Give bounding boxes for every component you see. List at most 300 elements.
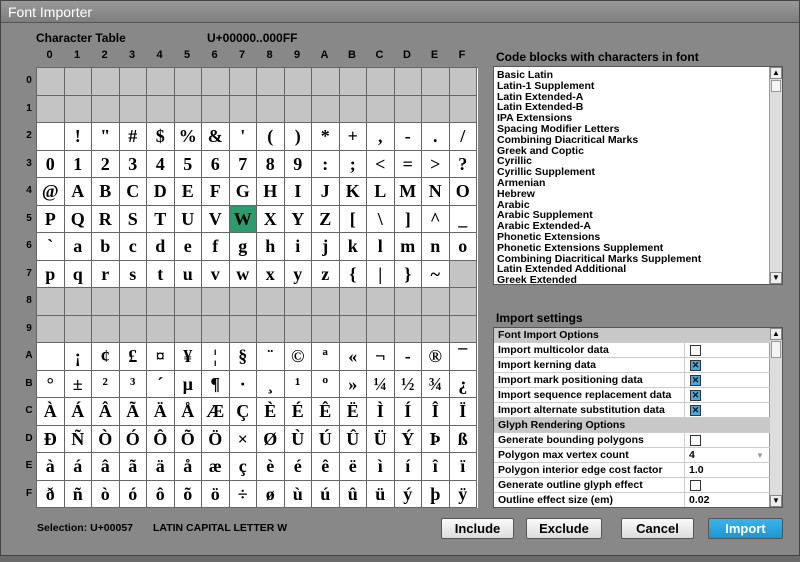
scroll-thumb[interactable] — [771, 80, 781, 92]
settings-row[interactable] — [494, 478, 770, 493]
character-cell[interactable] — [367, 96, 395, 124]
character-cell[interactable]: + — [340, 123, 368, 151]
character-cell[interactable] — [92, 68, 120, 96]
character-cell[interactable]: ½ — [395, 371, 423, 399]
character-cell[interactable]: g — [230, 233, 258, 261]
character-cell[interactable]: â — [92, 453, 120, 481]
character-cell[interactable] — [312, 96, 340, 124]
character-cell[interactable]: h — [257, 233, 285, 261]
character-cell[interactable]: à — [37, 453, 65, 481]
character-cell[interactable] — [285, 288, 313, 316]
character-cell[interactable] — [450, 316, 478, 344]
character-cell[interactable]: ¬ — [367, 343, 395, 371]
character-cell[interactable] — [37, 68, 65, 96]
character-cell[interactable]: ¦ — [202, 343, 230, 371]
character-cell[interactable]: Q — [65, 206, 93, 234]
settings-row[interactable] — [494, 373, 770, 388]
character-cell[interactable]: ! — [65, 123, 93, 151]
character-cell[interactable]: & — [202, 123, 230, 151]
character-cell[interactable]: ' — [230, 123, 258, 151]
character-cell[interactable]: ñ — [65, 481, 93, 509]
character-cell[interactable]: í — [395, 453, 423, 481]
character-cell[interactable] — [175, 68, 203, 96]
character-cell[interactable] — [120, 316, 148, 344]
settings-row[interactable] — [494, 493, 770, 508]
character-cell[interactable]: Â — [92, 398, 120, 426]
character-cell[interactable]: Ï — [450, 398, 478, 426]
character-cell[interactable]: ¼ — [367, 371, 395, 399]
code-block-item[interactable]: Latin Extended-B — [497, 101, 584, 114]
character-cell[interactable] — [395, 288, 423, 316]
character-cell[interactable]: £ — [120, 343, 148, 371]
character-cell[interactable] — [65, 316, 93, 344]
character-cell[interactable]: 9 — [285, 151, 313, 179]
character-cell[interactable]: × — [230, 426, 258, 454]
character-cell[interactable]: Ê — [312, 398, 340, 426]
character-cell[interactable]: Ü — [367, 426, 395, 454]
code-block-item[interactable]: Arabic Extended-A — [497, 220, 591, 233]
character-cell[interactable]: É — [285, 398, 313, 426]
character-cell[interactable]: { — [340, 261, 368, 289]
code-block-item[interactable]: Cyrillic — [497, 155, 533, 168]
character-cell[interactable] — [230, 316, 258, 344]
code-blocks-list[interactable] — [493, 66, 783, 285]
character-cell[interactable] — [230, 68, 258, 96]
character-cell[interactable]: | — [367, 261, 395, 289]
character-cell[interactable]: 6 — [202, 151, 230, 179]
character-cell[interactable]: þ — [422, 481, 450, 509]
character-cell[interactable]: X — [257, 206, 285, 234]
character-cell[interactable]: è — [257, 453, 285, 481]
character-cell[interactable]: < — [367, 151, 395, 179]
character-cell[interactable]: k — [340, 233, 368, 261]
character-cell[interactable]: ³ — [120, 371, 148, 399]
character-cell[interactable]: - — [395, 343, 423, 371]
character-cell[interactable]: ~ — [422, 261, 450, 289]
character-cell[interactable]: # — [120, 123, 148, 151]
character-cell[interactable]: J — [312, 178, 340, 206]
settings-scrollbar[interactable] — [769, 328, 782, 507]
chevron-down-icon[interactable]: ▼ — [756, 451, 764, 460]
character-cell[interactable]: C — [120, 178, 148, 206]
character-cell[interactable]: å — [175, 453, 203, 481]
character-cell[interactable]: é — [285, 453, 313, 481]
character-cell[interactable] — [120, 288, 148, 316]
character-cell[interactable]: y — [285, 261, 313, 289]
character-cell[interactable]: F — [202, 178, 230, 206]
settings-row[interactable] — [494, 463, 770, 478]
character-cell[interactable]: ^ — [422, 206, 450, 234]
character-cell[interactable] — [422, 96, 450, 124]
character-cell[interactable]: a — [65, 233, 93, 261]
character-cell[interactable] — [37, 288, 65, 316]
character-cell[interactable] — [285, 316, 313, 344]
character-cell[interactable]: N — [422, 178, 450, 206]
character-cell[interactable]: " — [92, 123, 120, 151]
character-cell[interactable]: á — [65, 453, 93, 481]
character-cell[interactable] — [422, 288, 450, 316]
character-cell[interactable]: G — [230, 178, 258, 206]
character-cell[interactable]: R — [92, 206, 120, 234]
character-cell[interactable] — [120, 96, 148, 124]
character-cell[interactable]: j — [312, 233, 340, 261]
character-cell[interactable] — [175, 96, 203, 124]
character-cell[interactable]: Û — [340, 426, 368, 454]
character-cell[interactable]: V — [202, 206, 230, 234]
character-cell[interactable]: Ó — [120, 426, 148, 454]
character-cell[interactable]: q — [65, 261, 93, 289]
scroll-up-icon[interactable]: ▲ — [770, 67, 782, 79]
character-cell[interactable]: Y — [285, 206, 313, 234]
character-cell[interactable]: ÿ — [450, 481, 478, 509]
setting-dropdown[interactable]: 4 — [689, 449, 695, 461]
character-cell[interactable]: i — [285, 233, 313, 261]
character-cell[interactable]: ¯ — [450, 343, 478, 371]
character-cell[interactable]: ç — [230, 453, 258, 481]
character-cell[interactable] — [65, 96, 93, 124]
character-cell[interactable]: ä — [147, 453, 175, 481]
character-cell[interactable]: r — [92, 261, 120, 289]
character-cell[interactable] — [257, 288, 285, 316]
character-cell[interactable] — [257, 68, 285, 96]
character-cell[interactable]: ¡ — [65, 343, 93, 371]
code-block-item[interactable]: Hebrew — [497, 187, 535, 200]
character-cell[interactable] — [147, 288, 175, 316]
character-cell[interactable]: È — [257, 398, 285, 426]
settings-row[interactable] — [494, 358, 770, 373]
character-cell[interactable] — [37, 316, 65, 344]
character-cell[interactable] — [340, 68, 368, 96]
character-cell[interactable]: ± — [65, 371, 93, 399]
character-cell[interactable]: ¸ — [257, 371, 285, 399]
character-cell[interactable]: Ç — [230, 398, 258, 426]
character-cell[interactable]: ) — [285, 123, 313, 151]
character-cell[interactable] — [230, 96, 258, 124]
character-cell[interactable]: 4 — [147, 151, 175, 179]
import-button[interactable]: Import — [708, 518, 783, 539]
character-cell[interactable]: n — [422, 233, 450, 261]
setting-checkbox[interactable]: ✕ — [691, 390, 700, 400]
character-cell[interactable]: æ — [202, 453, 230, 481]
code-block-item[interactable]: Latin-1 Supplement — [497, 79, 595, 92]
character-cell[interactable]: t — [147, 261, 175, 289]
character-cell[interactable] — [422, 68, 450, 96]
setting-checkbox[interactable]: ✕ — [691, 405, 700, 415]
character-cell[interactable]: [ — [340, 206, 368, 234]
character-cell[interactable]: ó — [120, 481, 148, 509]
character-cell[interactable]: 8 — [257, 151, 285, 179]
character-cell[interactable] — [395, 68, 423, 96]
character-cell[interactable] — [367, 316, 395, 344]
character-cell[interactable]: L — [367, 178, 395, 206]
character-cell[interactable] — [395, 316, 423, 344]
code-block-item[interactable]: Combining Diacritical Marks — [497, 133, 639, 146]
character-cell[interactable]: Ø — [257, 426, 285, 454]
character-cell[interactable]: ` — [37, 233, 65, 261]
character-cell[interactable]: ¶ — [202, 371, 230, 399]
character-cell[interactable] — [202, 96, 230, 124]
character-cell[interactable] — [202, 316, 230, 344]
character-cell[interactable]: ü — [367, 481, 395, 509]
character-cell[interactable]: Þ — [422, 426, 450, 454]
setting-checkbox[interactable]: ✕ — [691, 375, 700, 385]
character-cell[interactable]: H — [257, 178, 285, 206]
character-cell[interactable]: \ — [367, 206, 395, 234]
character-cell[interactable]: . — [422, 123, 450, 151]
character-cell[interactable]: ; — [340, 151, 368, 179]
character-cell[interactable]: Ì — [367, 398, 395, 426]
character-cell[interactable] — [37, 343, 65, 371]
character-cell[interactable]: Ý — [395, 426, 423, 454]
code-block-item[interactable]: Armenian — [497, 177, 546, 189]
character-cell[interactable]: ã — [120, 453, 148, 481]
character-cell[interactable] — [450, 68, 478, 96]
character-cell[interactable]: s — [120, 261, 148, 289]
setting-checkbox[interactable] — [690, 435, 701, 446]
character-cell[interactable]: Ë — [340, 398, 368, 426]
character-cell[interactable]: _ — [450, 206, 478, 234]
cancel-button[interactable]: Cancel — [621, 518, 694, 539]
character-cell[interactable]: > — [422, 151, 450, 179]
character-cell[interactable] — [285, 96, 313, 124]
setting-value-field[interactable]: 0.02 — [689, 494, 710, 506]
character-cell[interactable] — [202, 288, 230, 316]
character-cell[interactable] — [395, 96, 423, 124]
character-cell[interactable] — [202, 68, 230, 96]
character-cell[interactable]: Æ — [202, 398, 230, 426]
code-block-item[interactable]: Latin Extended Additional — [497, 263, 627, 276]
settings-row[interactable] — [494, 448, 770, 463]
character-cell[interactable] — [92, 96, 120, 124]
settings-row[interactable] — [494, 388, 770, 403]
code-blocks-scrollbar[interactable] — [769, 67, 782, 284]
character-cell[interactable] — [257, 96, 285, 124]
character-cell[interactable]: ² — [92, 371, 120, 399]
character-cell[interactable]: = — [395, 151, 423, 179]
character-cell[interactable]: 0 — [37, 151, 65, 179]
character-cell[interactable]: § — [230, 343, 258, 371]
character-cell[interactable] — [312, 68, 340, 96]
character-cell[interactable] — [175, 316, 203, 344]
character-cell[interactable]: Õ — [175, 426, 203, 454]
character-cell[interactable]: ª — [312, 343, 340, 371]
character-cell[interactable]: Ò — [92, 426, 120, 454]
code-block-item[interactable]: Greek and Coptic — [497, 144, 584, 157]
character-cell[interactable]: M — [395, 178, 423, 206]
setting-checkbox[interactable]: ✕ — [691, 360, 700, 370]
character-cell[interactable]: W — [230, 206, 258, 234]
character-cell[interactable] — [147, 68, 175, 96]
character-cell[interactable]: f — [202, 233, 230, 261]
character-cell[interactable]: Å — [175, 398, 203, 426]
character-cell[interactable]: D — [147, 178, 175, 206]
code-block-item[interactable]: Combining Diacritical Marks Supplement — [497, 252, 702, 265]
character-cell[interactable]: ¾ — [422, 371, 450, 399]
character-cell[interactable]: Í — [395, 398, 423, 426]
character-cell[interactable]: ® — [422, 343, 450, 371]
character-cell[interactable] — [312, 316, 340, 344]
character-cell[interactable] — [257, 316, 285, 344]
character-cell[interactable] — [65, 288, 93, 316]
code-block-item[interactable]: Cyrillic Supplement — [497, 166, 596, 179]
character-cell[interactable]: ý — [395, 481, 423, 509]
character-cell[interactable]: û — [340, 481, 368, 509]
character-cell[interactable]: : — [312, 151, 340, 179]
character-cell[interactable]: ð — [37, 481, 65, 509]
character-cell[interactable] — [450, 261, 478, 289]
character-cell[interactable]: S — [120, 206, 148, 234]
character-cell[interactable]: ß — [450, 426, 478, 454]
character-cell[interactable]: Z — [312, 206, 340, 234]
character-cell[interactable]: Ú — [312, 426, 340, 454]
character-cell[interactable]: m — [395, 233, 423, 261]
character-cell[interactable]: µ — [175, 371, 203, 399]
character-cell[interactable]: w — [230, 261, 258, 289]
character-cell[interactable]: Î — [422, 398, 450, 426]
character-cell[interactable]: / — [450, 123, 478, 151]
character-cell[interactable]: } — [395, 261, 423, 289]
character-cell[interactable] — [450, 288, 478, 316]
character-cell[interactable] — [285, 68, 313, 96]
settings-row[interactable] — [494, 403, 770, 418]
settings-row[interactable] — [494, 343, 770, 358]
code-block-item[interactable]: Phonetic Extensions Supplement — [497, 241, 664, 254]
character-cell[interactable]: õ — [175, 481, 203, 509]
character-cell[interactable] — [367, 68, 395, 96]
character-cell[interactable]: Ù — [285, 426, 313, 454]
character-cell[interactable] — [340, 316, 368, 344]
settings-row[interactable] — [494, 433, 770, 448]
character-cell[interactable] — [340, 288, 368, 316]
character-cell[interactable]: ö — [202, 481, 230, 509]
character-cell[interactable]: O — [450, 178, 478, 206]
character-cell[interactable]: ì — [367, 453, 395, 481]
character-cell[interactable]: Ä — [147, 398, 175, 426]
character-cell[interactable]: · — [230, 371, 258, 399]
character-cell[interactable]: 2 — [92, 151, 120, 179]
character-cell[interactable]: ø — [257, 481, 285, 509]
character-cell[interactable]: 3 — [120, 151, 148, 179]
character-cell[interactable]: v — [202, 261, 230, 289]
character-cell[interactable]: ù — [285, 481, 313, 509]
character-cell[interactable]: Ô — [147, 426, 175, 454]
character-cell[interactable]: e — [175, 233, 203, 261]
character-cell[interactable]: « — [340, 343, 368, 371]
character-cell[interactable]: ¥ — [175, 343, 203, 371]
character-cell[interactable]: ? — [450, 151, 478, 179]
character-cell[interactable]: U — [175, 206, 203, 234]
character-cell[interactable]: ¨ — [257, 343, 285, 371]
character-cell[interactable]: o — [450, 233, 478, 261]
code-block-item[interactable]: Spacing Modifier Letters — [497, 123, 620, 135]
code-block-item[interactable]: Greek Extended — [497, 274, 577, 287]
character-cell[interactable]: © — [285, 343, 313, 371]
character-cell[interactable]: 5 — [175, 151, 203, 179]
character-cell[interactable]: $ — [147, 123, 175, 151]
character-cell[interactable]: Á — [65, 398, 93, 426]
character-cell[interactable]: ë — [340, 453, 368, 481]
scroll-down-icon[interactable]: ▼ — [770, 272, 782, 284]
code-block-item[interactable]: Latin Extended-A — [497, 90, 584, 103]
character-cell[interactable]: B — [92, 178, 120, 206]
character-cell[interactable] — [92, 288, 120, 316]
character-cell[interactable]: ÷ — [230, 481, 258, 509]
code-block-item[interactable]: Arabic Supplement — [497, 209, 593, 222]
character-cell[interactable]: 7 — [230, 151, 258, 179]
character-cell[interactable] — [147, 316, 175, 344]
character-cell[interactable]: À — [37, 398, 65, 426]
character-cell[interactable]: ï — [450, 453, 478, 481]
include-button[interactable]: Include — [441, 518, 514, 539]
code-block-item[interactable]: Basic Latin — [497, 69, 554, 81]
character-cell[interactable] — [37, 96, 65, 124]
character-cell[interactable]: P — [37, 206, 65, 234]
character-cell[interactable] — [92, 316, 120, 344]
scroll-down-icon[interactable]: ▼ — [770, 495, 782, 507]
character-cell[interactable]: Ñ — [65, 426, 93, 454]
setting-checkbox[interactable] — [690, 480, 701, 491]
character-cell[interactable] — [312, 288, 340, 316]
character-cell[interactable]: @ — [37, 178, 65, 206]
character-cell[interactable]: x — [257, 261, 285, 289]
character-cell[interactable]: 1 — [65, 151, 93, 179]
character-cell[interactable]: » — [340, 371, 368, 399]
code-block-item[interactable]: IPA Extensions — [497, 112, 573, 125]
code-block-item[interactable]: Arabic — [497, 198, 530, 211]
character-cell[interactable] — [147, 96, 175, 124]
character-cell[interactable] — [340, 96, 368, 124]
character-cell[interactable]: - — [395, 123, 423, 151]
character-cell[interactable]: b — [92, 233, 120, 261]
character-cell[interactable]: ´ — [147, 371, 175, 399]
character-cell[interactable]: ¿ — [450, 371, 478, 399]
character-cell[interactable] — [367, 288, 395, 316]
character-cell[interactable]: ] — [395, 206, 423, 234]
character-cell[interactable]: Đ — [37, 426, 65, 454]
setting-checkbox[interactable] — [690, 345, 701, 356]
exclude-button[interactable]: Exclude — [526, 518, 602, 539]
character-cell[interactable]: % — [175, 123, 203, 151]
character-cell[interactable]: * — [312, 123, 340, 151]
character-cell[interactable]: ¤ — [147, 343, 175, 371]
character-cell[interactable] — [37, 123, 65, 151]
character-cell[interactable]: º — [312, 371, 340, 399]
character-cell[interactable]: u — [175, 261, 203, 289]
character-cell[interactable]: p — [37, 261, 65, 289]
character-cell[interactable]: I — [285, 178, 313, 206]
character-cell[interactable]: d — [147, 233, 175, 261]
character-cell[interactable] — [422, 316, 450, 344]
character-cell[interactable]: ¢ — [92, 343, 120, 371]
character-cell[interactable]: l — [367, 233, 395, 261]
character-cell[interactable]: T — [147, 206, 175, 234]
scroll-up-icon[interactable]: ▲ — [770, 328, 782, 340]
character-cell[interactable] — [230, 288, 258, 316]
character-cell[interactable] — [65, 68, 93, 96]
character-cell[interactable]: ( — [257, 123, 285, 151]
character-cell[interactable]: Ã — [120, 398, 148, 426]
character-cell[interactable]: A — [65, 178, 93, 206]
character-cell[interactable]: K — [340, 178, 368, 206]
character-cell[interactable]: ê — [312, 453, 340, 481]
character-cell[interactable] — [450, 96, 478, 124]
character-cell[interactable]: c — [120, 233, 148, 261]
setting-value-field[interactable]: 1.0 — [689, 464, 704, 476]
code-block-item[interactable]: Phonetic Extensions — [497, 231, 601, 243]
character-cell[interactable]: , — [367, 123, 395, 151]
character-cell[interactable]: E — [175, 178, 203, 206]
character-cell[interactable] — [120, 68, 148, 96]
